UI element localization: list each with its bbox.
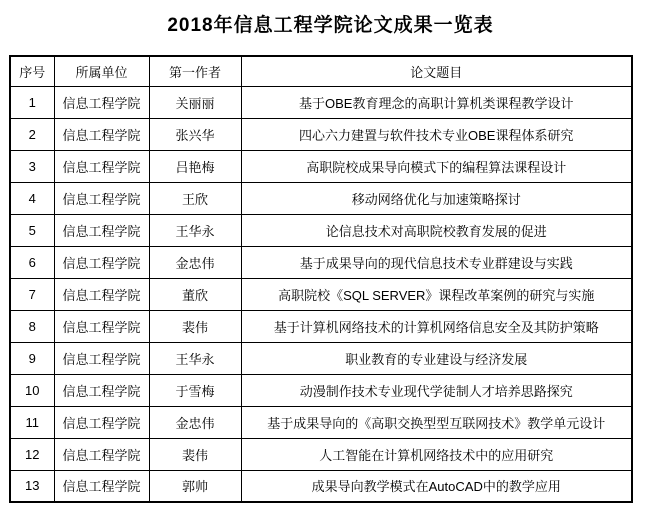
cell-unit: 信息工程学院 xyxy=(54,246,149,278)
table-row xyxy=(10,470,632,502)
table-row xyxy=(10,86,632,118)
cell-author: 王华永 xyxy=(149,214,241,246)
table-row xyxy=(10,438,632,470)
table-body xyxy=(10,86,632,502)
table-row xyxy=(10,118,632,150)
cell-author: 于雪梅 xyxy=(149,374,241,406)
cell-unit: 信息工程学院 xyxy=(54,86,149,118)
cell-unit: 信息工程学院 xyxy=(54,374,149,406)
cell-paper-title: 基于计算机网络技术的计算机网络信息安全及其防护策略 xyxy=(241,310,632,342)
table-row xyxy=(10,342,632,374)
cell-paper-title: 成果导向教学模式在AutoCAD中的教学应用 xyxy=(241,470,632,502)
col-header-seq: 序号 xyxy=(10,56,54,86)
cell-author: 裴伟 xyxy=(149,310,241,342)
cell-unit: 信息工程学院 xyxy=(54,342,149,374)
cell-paper-title: 高职院校《SQL SERVER》课程改革案例的研究与实施 xyxy=(241,278,632,310)
cell-unit: 信息工程学院 xyxy=(54,406,149,438)
cell-seq: 11 xyxy=(10,406,54,438)
cell-paper-title: 论信息技术对高职院校教育发展的促进 xyxy=(241,214,632,246)
cell-author: 关丽丽 xyxy=(149,86,241,118)
cell-paper-title: 职业教育的专业建设与经济发展 xyxy=(241,342,632,374)
table-row xyxy=(10,374,632,406)
cell-seq: 5 xyxy=(10,214,54,246)
cell-author: 王欣 xyxy=(149,182,241,214)
papers-table xyxy=(9,55,633,503)
col-header-title: 论文题目 xyxy=(241,56,632,86)
cell-paper-title: 基于成果导向的《高职交换型型互联网技术》教学单元设计 xyxy=(241,406,632,438)
table-row xyxy=(10,214,632,246)
cell-paper-title: 动漫制作技术专业现代学徒制人才培养思路探究 xyxy=(241,374,632,406)
cell-paper-title: 高职院校成果导向模式下的编程算法课程设计 xyxy=(241,150,632,182)
cell-seq: 6 xyxy=(10,246,54,278)
cell-unit: 信息工程学院 xyxy=(54,150,149,182)
cell-paper-title: 基于OBE教育理念的高职计算机类课程教学设计 xyxy=(241,86,632,118)
cell-paper-title: 人工智能在计算机网络技术中的应用研究 xyxy=(241,438,632,470)
table-row xyxy=(10,278,632,310)
cell-seq: 7 xyxy=(10,278,54,310)
header-row xyxy=(10,56,632,86)
cell-seq: 2 xyxy=(10,118,54,150)
cell-seq: 10 xyxy=(10,374,54,406)
cell-author: 裴伟 xyxy=(149,438,241,470)
cell-author: 张兴华 xyxy=(149,118,241,150)
cell-seq: 3 xyxy=(10,150,54,182)
cell-unit: 信息工程学院 xyxy=(54,278,149,310)
cell-paper-title: 四心六力建置与软件技术专业OBE课程体系研究 xyxy=(241,118,632,150)
cell-author: 金忠伟 xyxy=(149,246,241,278)
table-row xyxy=(10,310,632,342)
cell-seq: 9 xyxy=(10,342,54,374)
table-header xyxy=(10,56,632,86)
cell-author: 王华永 xyxy=(149,342,241,374)
cell-seq: 13 xyxy=(10,470,54,502)
table-row xyxy=(10,182,632,214)
cell-seq: 1 xyxy=(10,86,54,118)
cell-unit: 信息工程学院 xyxy=(54,470,149,502)
cell-author: 金忠伟 xyxy=(149,406,241,438)
cell-seq: 12 xyxy=(10,438,54,470)
table-row xyxy=(10,406,632,438)
cell-unit: 信息工程学院 xyxy=(54,310,149,342)
page-title: 2018年信息工程学院论文成果一览表 xyxy=(167,15,494,36)
cell-paper-title: 移动网络优化与加速策略探讨 xyxy=(241,182,632,214)
col-header-author: 第一作者 xyxy=(149,56,241,86)
table-row xyxy=(10,150,632,182)
cell-paper-title: 基于成果导向的现代信息技术专业群建设与实践 xyxy=(241,246,632,278)
cell-author: 吕艳梅 xyxy=(149,150,241,182)
cell-author: 郭帅 xyxy=(149,470,241,502)
cell-author: 董欣 xyxy=(149,278,241,310)
cell-unit: 信息工程学院 xyxy=(54,182,149,214)
cell-unit: 信息工程学院 xyxy=(54,214,149,246)
col-header-unit: 所属单位 xyxy=(54,56,149,86)
table-row xyxy=(10,246,632,278)
cell-seq: 8 xyxy=(10,310,54,342)
cell-seq: 4 xyxy=(10,182,54,214)
cell-unit: 信息工程学院 xyxy=(54,438,149,470)
cell-unit: 信息工程学院 xyxy=(54,118,149,150)
